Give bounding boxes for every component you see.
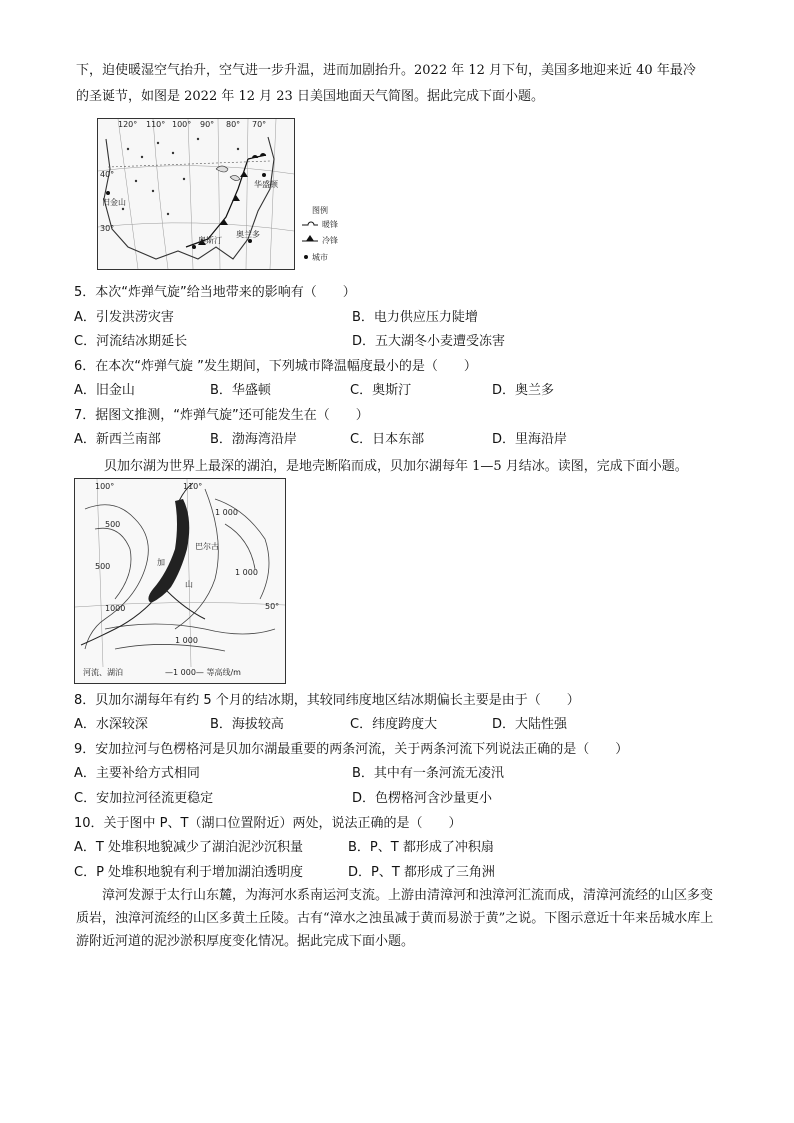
map2-lon-110: 110° (183, 482, 203, 491)
map1-lon-80: 80° (226, 120, 241, 129)
map1-city-orlando: 奥兰多 (236, 230, 260, 239)
baikal-intro: 贝加尔湖为世界上最深的湖泊，是地壳断陷而成，贝加尔湖每年 1—5 月结冰。读图，完成下面小题。 (104, 459, 688, 474)
q5-option-d[interactable]: D．五大湖冬小麦遭受冻害 (352, 334, 506, 349)
q8-option-c[interactable]: C．纬度跨度大 (350, 717, 438, 732)
q8-option-d[interactable]: D．大陆性强 (492, 717, 568, 732)
q6-option-d[interactable]: D．奥兰多 (492, 383, 555, 398)
q10-option-c[interactable]: C．P 处堆积地貌有利于增加湖泊透明度 (74, 865, 304, 880)
q5-option-b[interactable]: B．电力供应压力陡增 (352, 310, 478, 325)
q8-option-b[interactable]: B．海拔较高 (210, 717, 284, 732)
map2-contour-4: 500 (95, 562, 111, 571)
map1-lat-30: 30° (100, 224, 115, 233)
map1-lon-70: 70° (252, 120, 267, 129)
q7-option-d[interactable]: D．里海沿岸 (492, 432, 568, 447)
legend-cold-front: 冷锋 (322, 236, 338, 245)
us-weather-map (97, 118, 295, 270)
legend-city: 城市 (312, 253, 328, 262)
map1-lat-40: 40° (100, 170, 115, 179)
map2-contour-3: 1 000 (235, 568, 258, 577)
us-map-legend (300, 203, 348, 267)
q6-option-b[interactable]: B．华盛顿 (210, 383, 271, 398)
map1-lon-90: 90° (200, 120, 215, 129)
map1-city-sf: 旧金山 (102, 198, 126, 207)
map2-range-label-3: 山 (185, 580, 193, 589)
map2-contour-6: 1 000 (175, 636, 198, 645)
map2-contour-5: 1000 (105, 604, 126, 613)
q7-option-c[interactable]: C．日本东部 (350, 432, 425, 447)
map2-contour-2: 1 000 (215, 508, 238, 517)
q9-option-a[interactable]: A．主要补给方式相同 (74, 766, 200, 781)
map2-range-label-2: 加 (157, 558, 165, 567)
q8-stem: 8．贝加尔湖每年有约 5 个月的结冰期，其较同纬度地区结冰期偏长主要是由于（ ） (74, 693, 580, 708)
legend-title: 图例 (312, 206, 328, 215)
map1-lon-110: 110° (146, 120, 166, 129)
intro-line-2: 的圣诞节，如图是 2022 年 12 月 23 日美国地面天气简图。据此完成下面小题。 (76, 89, 544, 104)
q6-option-a[interactable]: A．旧金山 (74, 383, 135, 398)
q9-option-d[interactable]: D．色楞格河含沙量更小 (352, 791, 493, 806)
q5-stem: 5．本次“炸弹气旋”给当地带来的影响有（ ） (74, 285, 356, 300)
q10-stem: 10．关于图中 P、T（湖口位置附近）两处，说法正确的是（ ） (74, 816, 462, 831)
q9-option-c[interactable]: C．安加拉河径流更稳定 (74, 791, 214, 806)
q10-option-a[interactable]: A．T 处堆积地貌减少了湖泊泥沙沉积量 (74, 840, 303, 855)
q5-option-a[interactable]: A．引发洪涝灾害 (74, 310, 174, 325)
q9-option-b[interactable]: B．其中有一条河流无凌汛 (352, 766, 504, 781)
q10-option-d[interactable]: D．P、T 都形成了三角洲 (348, 865, 495, 880)
q8-option-a[interactable]: A．水深较深 (74, 717, 148, 732)
zhang-river-intro: 漳河发源于太行山东麓，为海河水系南运河支流。上游由清漳河和浊漳河汇流而成，清漳河流经的山区多变质岩，浊漳河流经的山区多黄土丘陵。古有“漳水之浊虽减于黄而易淤于黄”之说。下图示意近十年来岳城水库上游附近河道的泥沙淤积厚度变化情况。据此完成下面小题。 (76, 888, 714, 949)
map2-range-label-1: 巴尔古 (195, 542, 219, 551)
q5-option-c[interactable]: C．河流结冰期延长 (74, 334, 188, 349)
q7-stem: 7．据图文推测，“炸弹气旋”还可能发生在（ ） (74, 408, 369, 423)
baikal-map (74, 478, 286, 684)
map2-contour-1: 500 (105, 520, 121, 529)
legend-warm-front: 暖锋 (322, 220, 338, 229)
map2-lon-100: 100° (95, 482, 115, 491)
map2-lat-50: 50° (265, 602, 280, 611)
map2-legend-contour: —1 000— 等高线/m (165, 668, 241, 677)
q6-stem: 6．在本次“炸弹气旋 ”发生期间，下列城市降温幅度最小的是（ ） (74, 359, 477, 374)
intro-line-1: 下，迫使暖湿空气抬升，空气进一步升温，进而加剧抬升。2022 年 12 月下旬，美国多地迎来近 40 年最冷 (76, 63, 696, 78)
map2-legend-river: 河流、湖泊 (83, 668, 123, 677)
map1-lon-100: 100° (172, 120, 192, 129)
q9-stem: 9．安加拉河与色楞格河是贝加尔湖最重要的两条河流，关于两条河流下列说法正确的是（ ） (74, 742, 629, 757)
q7-option-a[interactable]: A．新西兰南部 (74, 432, 161, 447)
q10-option-b[interactable]: B．P、T 都形成了冲积扇 (348, 840, 494, 855)
map1-city-austin: 奥斯汀 (198, 236, 222, 245)
q7-option-b[interactable]: B．渤海湾沿岸 (210, 432, 297, 447)
map1-city-dc: 华盛顿 (254, 180, 278, 189)
q6-option-c[interactable]: C．奥斯汀 (350, 383, 412, 398)
map1-lon-120: 120° (118, 120, 138, 129)
